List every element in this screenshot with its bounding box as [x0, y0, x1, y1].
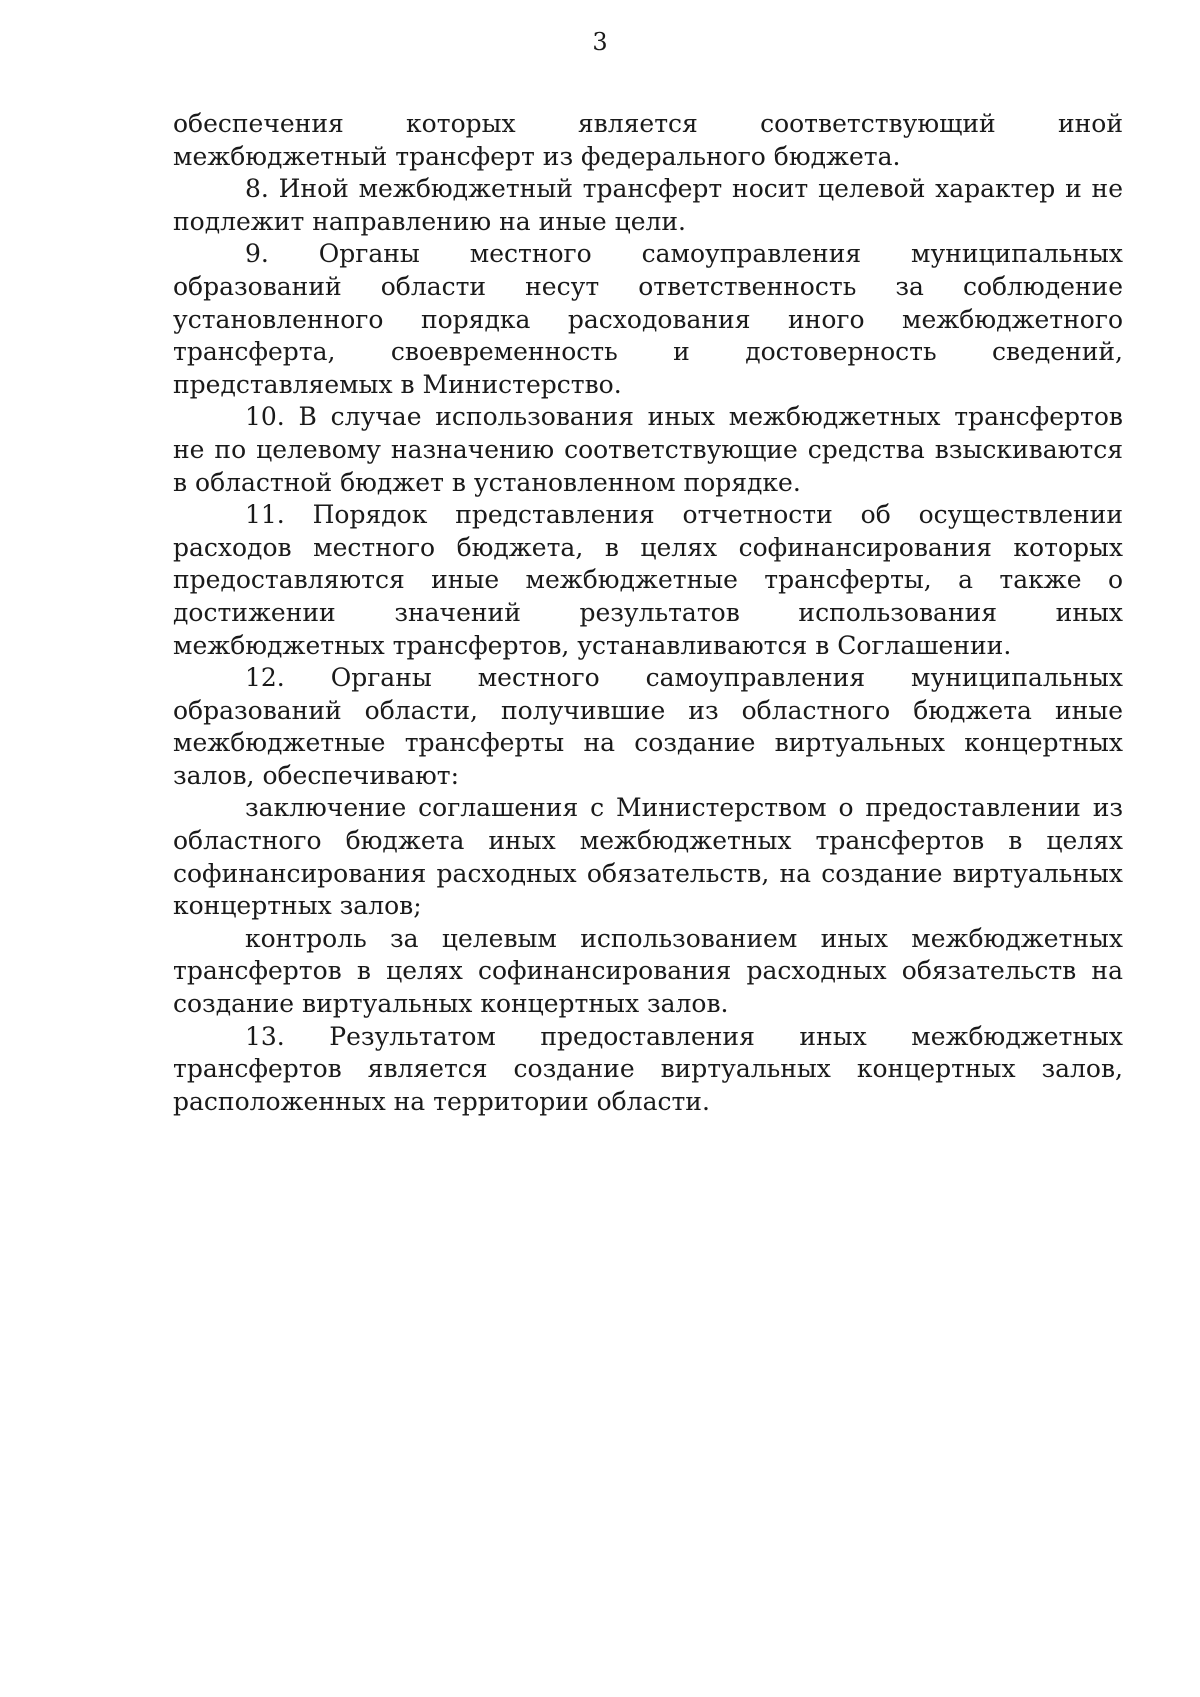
paragraph-12: 12. Органы местного самоуправления муниципальных образований области, получившие из областного бюджета иные межбюджетные трансферты на создание виртуальных концертных залов, обеспечивают:	[173, 663, 1123, 790]
paragraph-13: 13. Результатом предоставления иных межбюджетных трансфертов является создание виртуальных концертных залов, расположенных на территории области.	[173, 1021, 1123, 1116]
paragraph-12-item-agreement: заключение соглашения с Министерством о предоставлении из областного бюджета иных межбюджетных трансфертов в целях софинансирования расходных обязательств, на создание виртуальных концертных залов;	[173, 793, 1123, 921]
paragraph-11: 11. Порядок представления отчетности об осуществлении расходов местного бюджета, в целях софинансирования которых предоставляются иные межбюджетные трансферты, а также о достижении значений результатов использования иных межбюджетных трансфертов, устанавливаются в Соглашении.	[173, 500, 1123, 660]
paragraph-12-item-control: контроль за целевым использованием иных межбюджетных трансфертов в целях софинансирования расходных обязательств на создание виртуальных концертных залов.	[173, 923, 1123, 1019]
page-number: 3	[592, 28, 608, 56]
document-body	[173, 108, 1123, 1118]
paragraph-continuation: обеспечения которых является соответствующий иной межбюджетный трансферт из федерального бюджета.	[173, 109, 1123, 171]
paragraph-8: 8. Иной межбюджетный трансферт носит целевой характер и не подлежит направлению на иные цели.	[173, 174, 1123, 236]
paragraph-9: 9. Органы местного самоуправления муниципальных образований области несут ответственность за соблюдение установленного порядка расходования иного межбюджетного трансферта, своевременность и достоверность сведений, представляемых в Министерство.	[173, 239, 1123, 399]
paragraph-10: 10. В случае использования иных межбюджетных трансфертов не по целевому назначению соответствующие средства взыскиваются в областной бюджет в установленном порядке.	[173, 402, 1123, 497]
